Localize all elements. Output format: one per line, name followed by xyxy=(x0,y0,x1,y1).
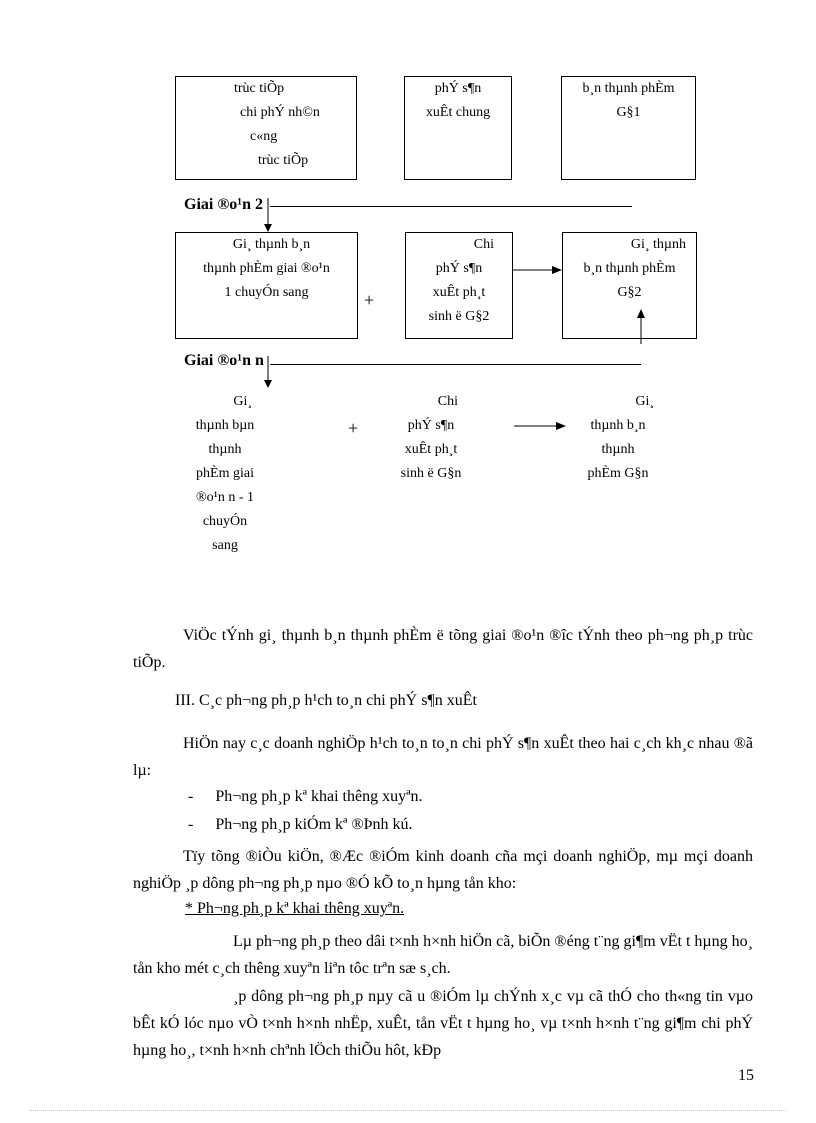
stage2-box1-line3: 1 chuyÓn sang xyxy=(224,285,309,300)
page-bottom-dotted-border xyxy=(30,1110,786,1111)
stage2-divider-line xyxy=(270,206,632,207)
stagen-col1-line7: sang xyxy=(212,538,238,553)
stagen-col1-line5: ®o¹n n - 1 xyxy=(196,490,254,505)
bullet-2-text: Ph¬ng ph¸p kiÓm kª ®Þnh kú. xyxy=(215,816,413,833)
section-heading-iii: III. C¸c ph¬ng ph¸p h¹ch to¸n chi phÝ s¶n xuÊt xyxy=(175,692,477,709)
stage2-box1-line1: Gi¸ thµnh b¸n xyxy=(232,237,311,252)
stage2-box2-line3: xuÊt ph¸t xyxy=(432,285,486,300)
stagen-col1-line6: chuyÓn xyxy=(202,514,248,529)
stage1-box1-line2: chi phÝ nh©n xyxy=(240,105,320,120)
paragraph-advantages xyxy=(133,983,753,1064)
stage2-label: Giai ®o¹n 2 xyxy=(184,196,263,213)
bullet-2-dash: - xyxy=(188,816,194,833)
stagen-col3-line3: thµnh xyxy=(601,442,635,457)
stagen-col3-line1: Gi¸ xyxy=(635,394,654,409)
paragraph-5-text: ¸p dông ph¬ng ph¸p nµy cã u ®iÓm lµ chÝnh x¸c vµ cã thÓ cho th«ng tin vµo bÊt kÓ lóc nµo vÒ t×nh h×nh nhËp, xuÊt, tån vËt t hµng ho¸ vµ t×nh h×nh t¨ng gi¶m chi phÝ hµng ho¸, t×nh h×nh chªnh lÖch thiÕu hôt, kÐp xyxy=(133,988,753,1059)
stagen-right-arrow xyxy=(514,420,568,432)
bullet-1-dash: - xyxy=(188,788,194,805)
stage1-box-general-costs xyxy=(404,76,512,180)
stagen-col2-line3: xuÊt ph¸t xyxy=(404,442,458,457)
stage2-box3-line1: Gi¸ thµnh xyxy=(630,237,686,252)
stagen-divider-line xyxy=(270,364,641,365)
stage1-box2-line1: phÝ s¶n xyxy=(434,81,482,96)
stage1-box3-line1: b¸n thµnh phÈm xyxy=(582,81,675,96)
paragraph-two-methods xyxy=(133,730,753,784)
stage2-box2-line4: sinh ë G§2 xyxy=(428,309,490,324)
stagen-down-arrow xyxy=(262,356,274,392)
stagen-col1-line4: phÈm giai xyxy=(196,466,254,481)
stagen-col3-line4: phÈm G§n xyxy=(587,466,649,481)
paragraph-conditions xyxy=(133,843,753,897)
stagen-col1-line1: Gi¸ xyxy=(233,394,252,409)
stagen-col3-line2: thµnh b¸n xyxy=(590,418,646,433)
stagen-plus-sign: + xyxy=(348,418,359,438)
stagen-col2-line1: Chi xyxy=(437,394,458,409)
paragraph-definition xyxy=(133,928,753,982)
page-number: 15 xyxy=(738,1067,754,1084)
stage1-box-direct-costs xyxy=(175,76,357,180)
bullet-item-1 xyxy=(188,788,423,806)
paragraph-semi-product-cost xyxy=(133,622,753,676)
stage2-right-arrow xyxy=(512,264,564,276)
stage1-box-semi-product xyxy=(561,76,696,180)
stage1-box2-line2: xuÊt chung xyxy=(425,105,491,120)
bullet-1-text: Ph¬ng ph¸p kª khai thêng xuyªn. xyxy=(215,788,423,805)
paragraph-1-text: ViÖc tÝnh gi¸ thµnh b¸n thµnh phÈm ë tõng giai ®o¹n ®îc tÝnh theo ph¬ng ph¸p trùc tiÕp. xyxy=(133,627,753,671)
stagen-col2-line2: phÝ s¶n xyxy=(407,418,455,433)
subheading-periodic-method: * Ph¬ng ph¸p kª khai thêng xuyªn. xyxy=(185,900,405,917)
stage2-box-semi-product xyxy=(562,232,697,339)
stagen-col-finished-product xyxy=(568,390,668,486)
paragraph-3-text: Tïy tõng ®iÒu kiÖn, ®Æc ®iÓm kinh doanh cña mçi doanh nghiÖp, mµ mçi doanh nghiÖp ¸p dông ph¬ng ph¸p nµo ®Ó kÕ to¸n hµng tån kho: xyxy=(133,848,753,892)
stage1-box1-line3: c«ng xyxy=(250,129,278,144)
bullet-item-2 xyxy=(188,816,413,834)
stage1-box3-line2: G§1 xyxy=(616,105,641,120)
stagen-col-transferred-cost xyxy=(170,390,280,558)
stage2-plus-sign: + xyxy=(364,290,375,310)
paragraph-4-text: Lµ ph¬ng ph¸p theo dâi t×nh h×nh hiÖn cã, biÕn ®éng t¨ng gi¶m vËt t hµng ho¸ tån kho mét c¸ch thêng xuyªn liªn tôc trªn sæ s¸ch. xyxy=(133,933,753,977)
stage2-box1-line2: thµnh phÈm giai ®o¹n xyxy=(203,261,330,276)
stage2-box-transferred-cost xyxy=(175,232,358,339)
stage2-box3-line3: G§2 xyxy=(617,285,642,300)
stagen-label: Giai ®o¹n n xyxy=(184,352,264,369)
stagen-col1-line3: thµnh xyxy=(208,442,242,457)
stagen-col2-line4: sinh ë G§n xyxy=(400,466,462,481)
stagen-col-incurred-costs xyxy=(376,390,486,486)
stage1-box1-line1: trùc tiÕp xyxy=(234,81,285,96)
stage2-box2-line1: Chi xyxy=(473,237,494,252)
stage2-down-arrow xyxy=(262,198,274,234)
stage2-up-arrow xyxy=(635,308,647,344)
paragraph-2-text: HiÖn nay c¸c doanh nghiÖp h¹ch to¸n to¸n chi phÝ s¶n xuÊt theo hai c¸ch kh¸c nhau ®ã lµ: xyxy=(133,735,753,779)
stage2-box-incurred-costs xyxy=(405,232,513,339)
stage2-box3-line2: b¸n thµnh phÈm xyxy=(583,261,676,276)
stage2-box2-line2: phÝ s¶n xyxy=(435,261,483,276)
stagen-col1-line2: thµnh bµn xyxy=(195,418,255,433)
stage1-box1-line4: trùc tiÕp xyxy=(258,153,309,168)
